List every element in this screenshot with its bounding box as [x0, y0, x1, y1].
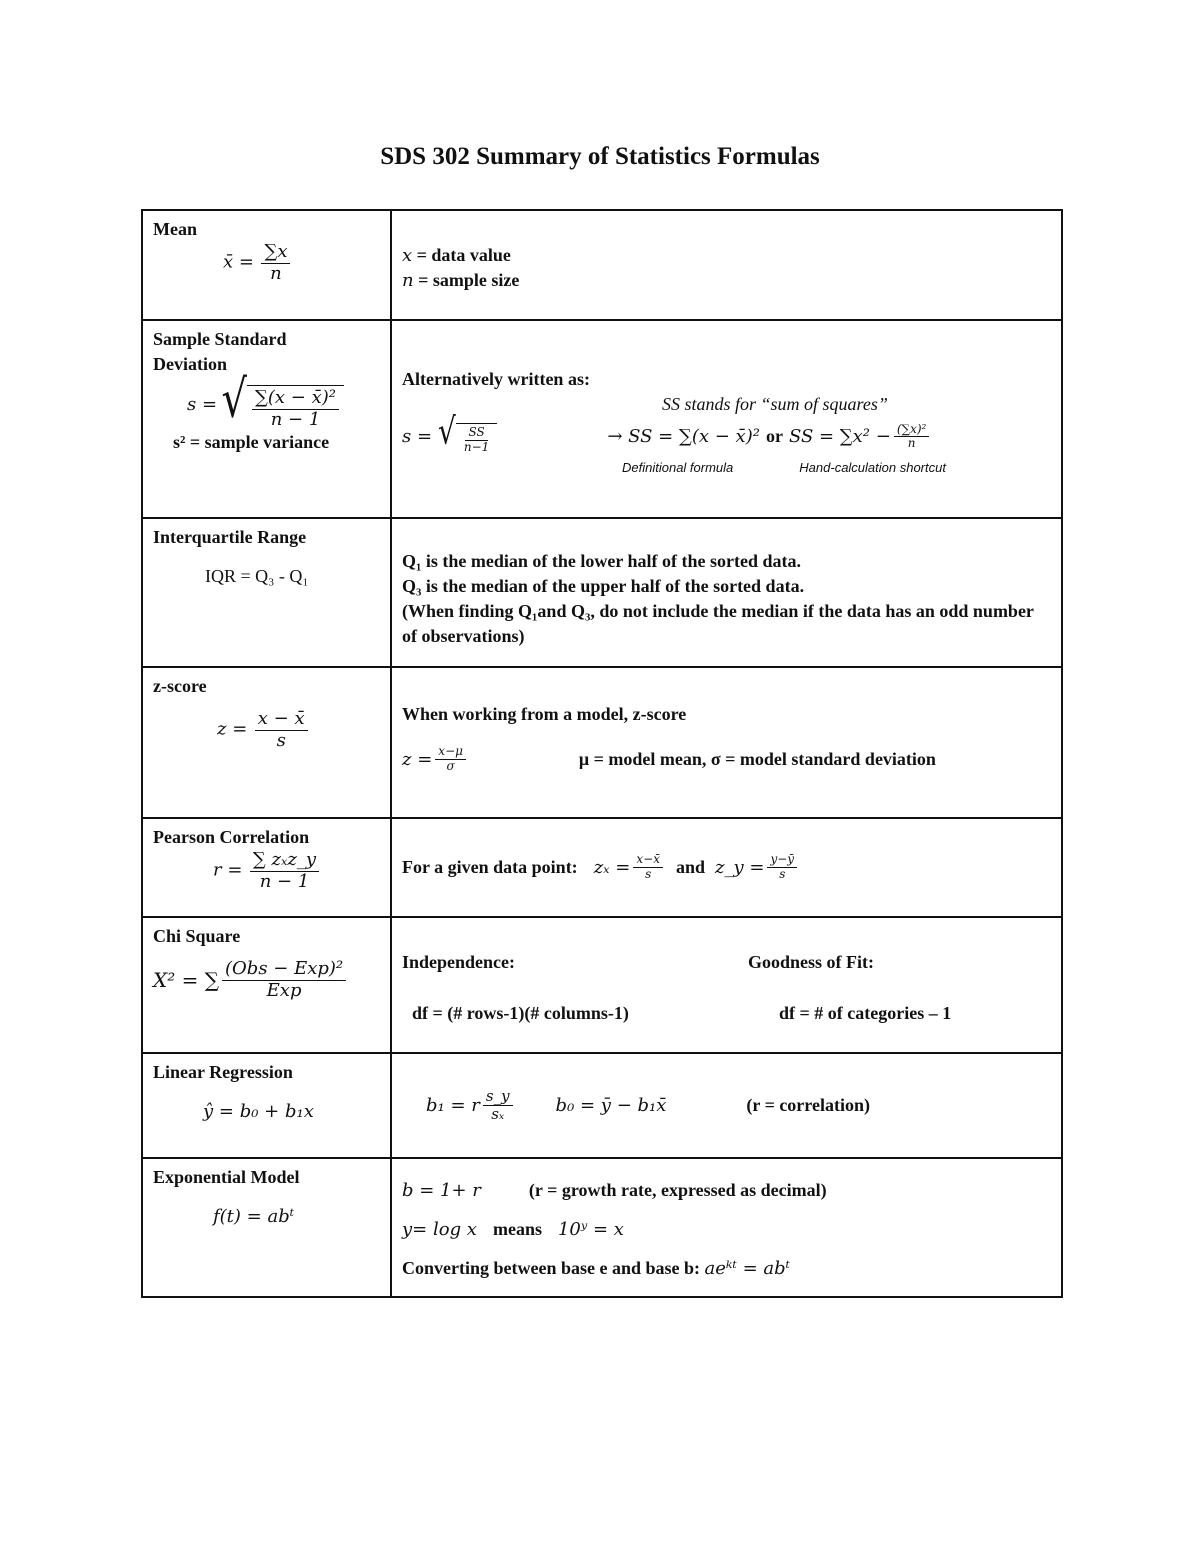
caption-definitional: Definitional formula: [622, 459, 734, 475]
chi-df-gof: df = # of categories – 1: [779, 1003, 952, 1023]
pearson-given: For a given data point: zₓ = $\frac{x-x̄}{s}$ and z_y = $\frac{y-ȳ}{s}$: [402, 853, 1051, 882]
ss-note: SS stands for “sum of squares”: [662, 394, 888, 414]
chi-df: [402, 1001, 1051, 1026]
ss-captions: [402, 455, 1051, 480]
linreg-label: Linear Regression: [153, 1062, 293, 1082]
row-expo: [142, 1158, 1062, 1297]
sd-alt-label: Alternatively written as:: [402, 369, 590, 389]
mean-desc-cell: [391, 210, 1062, 320]
linreg-desc-cell: [391, 1053, 1062, 1158]
chi-headers: [402, 950, 1051, 975]
iqr-q1: Q₁ is the median of the lower half of the sorted data.: [402, 551, 802, 571]
linreg-coef: b₁ = r $\frac{s\_y}{\text{sₓ}}$ b₀ = ȳ − b₁x̄ (r = correlation): [426, 1086, 870, 1123]
expo-label: Exponential Model: [153, 1167, 300, 1187]
z-label: z-score: [153, 676, 207, 696]
sd-formula-cell: [142, 320, 391, 518]
mean-def-x: x = data value: [402, 245, 511, 266]
chi-gof: Goodness of Fit:: [748, 952, 874, 972]
sd-formula: s = √ $\frac{\text{∑(x − x̄)²}}{n - 1}$: [153, 381, 380, 430]
iqr-q3: Q₃ is the median of the upper half of the sorted data.: [402, 576, 805, 596]
row-iqr: [142, 518, 1062, 667]
mean-label: Mean: [153, 219, 197, 239]
sd-variance: s² = sample variance: [173, 432, 330, 453]
chi-label: Chi Square: [153, 926, 241, 946]
chi-df-indep: df = (# rows-1)(# columns-1): [412, 1003, 629, 1023]
sd-label: Sample Standard Deviation: [153, 329, 287, 374]
z-formula-cell: [142, 667, 391, 818]
z-formula: z = $\frac{x - x̄}{s}$: [153, 709, 380, 751]
pearson-desc-cell: [391, 818, 1062, 917]
row-z: [142, 667, 1062, 818]
expo-convert: Converting between base e and base b: aeᵏᵗ = abᵗ: [402, 1258, 791, 1279]
mean-formula-cell: [142, 210, 391, 320]
linreg-formula-cell: [142, 1053, 391, 1158]
expo-formula: f(t) = abᵗ: [213, 1206, 295, 1227]
expo-desc-cell: [391, 1158, 1062, 1297]
pearson-label: Pearson Correlation: [153, 827, 310, 847]
chi-desc-cell: [391, 917, 1062, 1053]
expo-log: y= log x means 10ʸ = x: [402, 1219, 624, 1240]
z-desc-cell: [391, 667, 1062, 818]
linreg-note: (r = correlation): [746, 1095, 870, 1115]
caption-hand: Hand-calculation shortcut: [799, 459, 946, 475]
chi-formula-cell: [142, 917, 391, 1053]
iqr-formula-cell: [142, 518, 391, 667]
iqr-formula: IQR = Q₃ - Q₁: [205, 566, 309, 586]
row-pearson: [142, 818, 1062, 917]
mean-formula: x̄ = $\frac{\sum x}{n}$: [153, 242, 380, 284]
formula-table: [141, 209, 1063, 1298]
expo-formula-cell: [142, 1158, 391, 1297]
z-model-formula: z = $\frac{x-\mu}{\sigma}$ μ = model mean, σ = model standard deviation: [402, 744, 936, 773]
chi-independence: Independence:: [402, 952, 516, 972]
expo-b: b = 1+ r (r = growth rate, expressed as decimal): [402, 1180, 827, 1201]
iqr-desc-cell: [391, 518, 1062, 667]
row-linreg: [142, 1053, 1062, 1158]
iqr-label: Interquartile Range: [153, 527, 307, 547]
linreg-formula: ŷ = b₀ + b₁x: [203, 1101, 314, 1122]
iqr-note: (When finding Q₁and Q₃, do not include the median if the data has an odd number of observations): [402, 601, 1034, 646]
pearson-formula-cell: [142, 818, 391, 917]
mean-def-n: n = sample size: [402, 270, 520, 291]
z-model-desc: μ = model mean, σ = model standard deviation: [578, 748, 936, 769]
row-chi: [142, 917, 1062, 1053]
page-title: SDS 302 Summary of Statistics Formulas: [380, 143, 820, 170]
pearson-formula: r = $\frac{\text{∑ zₓz\_y}}{n - 1}$: [153, 850, 380, 892]
row-sd: [142, 320, 1062, 518]
row-mean: [142, 210, 1062, 320]
sd-alt-cell: [391, 320, 1062, 518]
ss-formula-row: s = √ $\frac{SS}{n-1}$ → SS = ∑(x − x̄)² or SS = ∑x² − $\frac{\text{(∑x)²}}{n}$: [402, 419, 1051, 455]
z-model-text: When working from a model, z-score: [402, 704, 687, 724]
chi-formula: X² = ∑ $\frac{\text{(Obs − Exp)²}}{\text{Exp}}$: [153, 959, 380, 1001]
